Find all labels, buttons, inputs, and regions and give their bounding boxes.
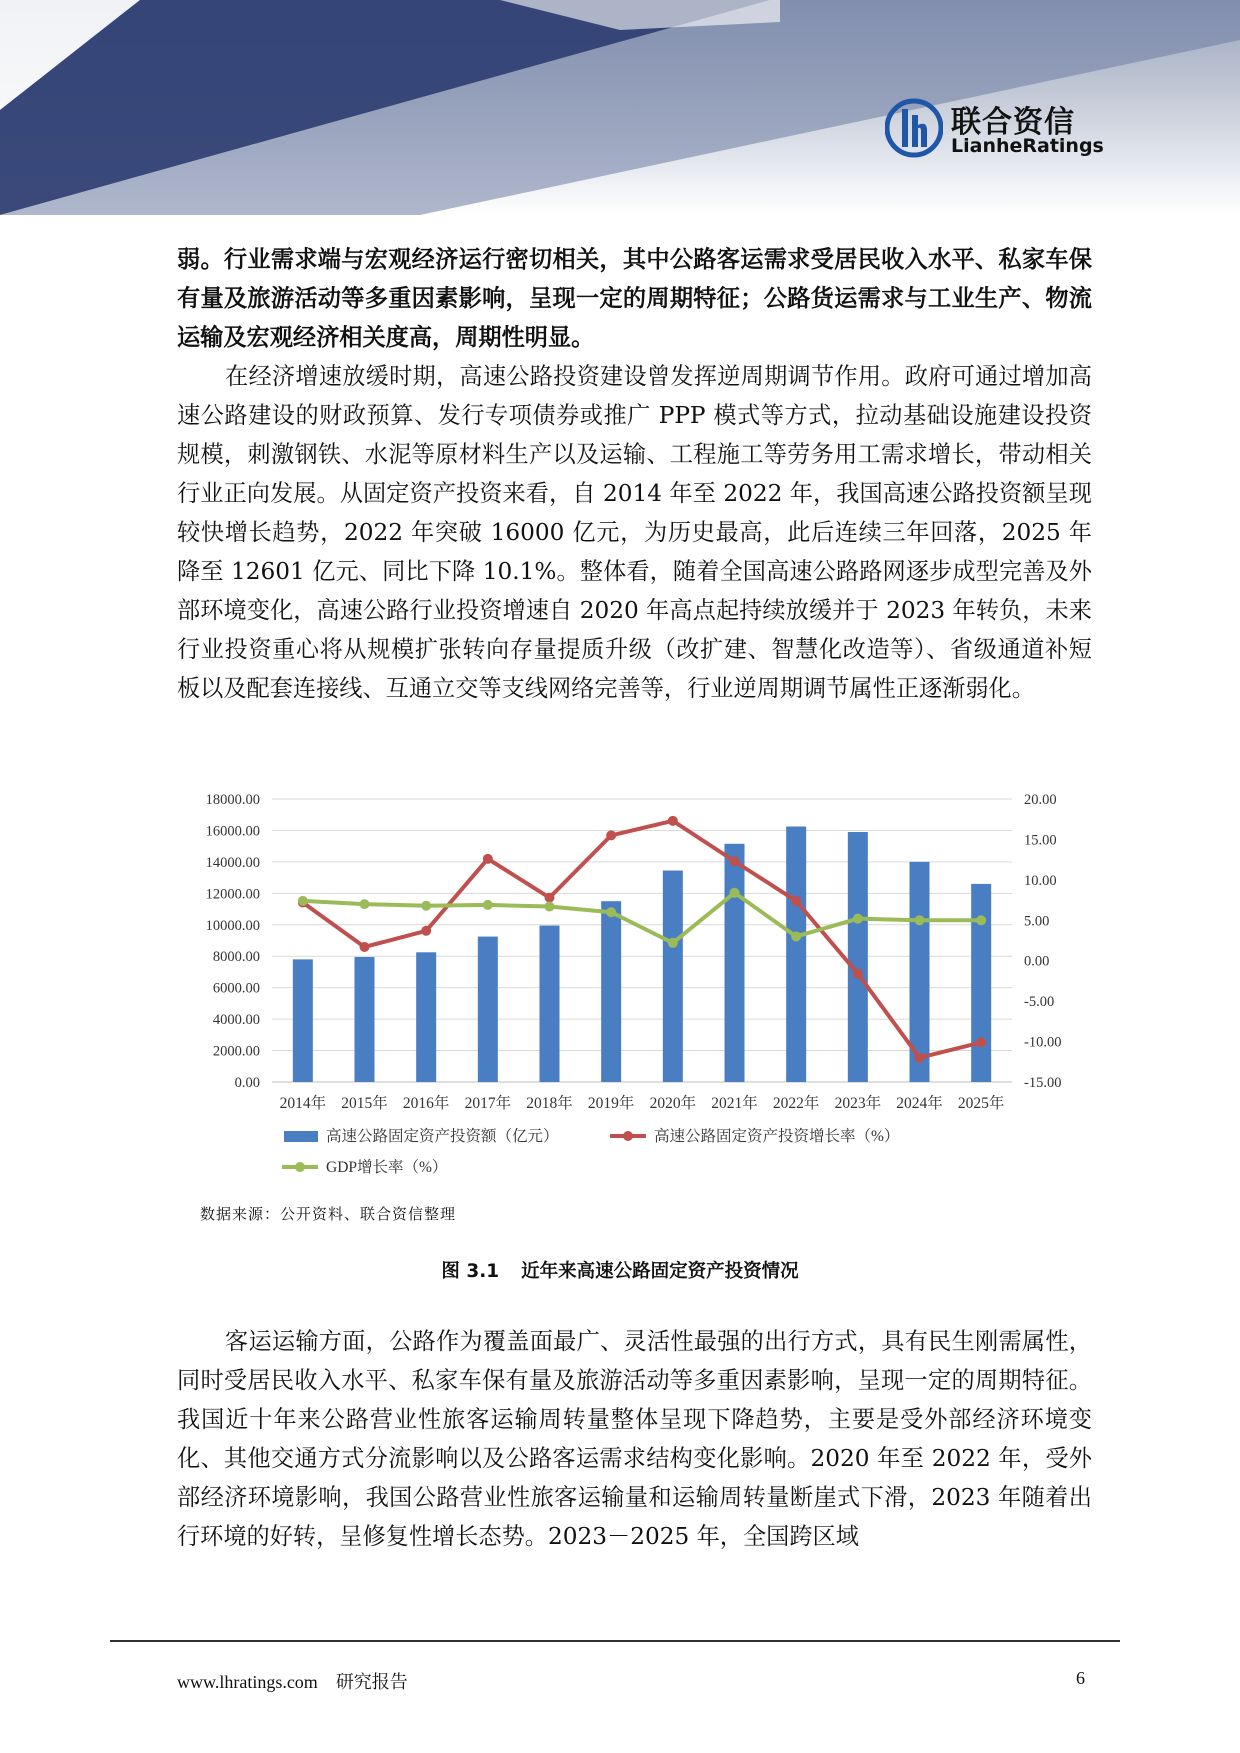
bar (293, 959, 313, 1082)
investment-growth-point (360, 942, 370, 952)
y-right-tick-label: 0.00 (1024, 953, 1050, 970)
gdp-growth-point (545, 902, 555, 912)
legend-swatch-marker (295, 1162, 305, 1172)
y-right-tick-label: -10.00 (1024, 1034, 1062, 1051)
x-tick-label: 2019年 (587, 1095, 635, 1112)
bar (355, 957, 375, 1082)
legend-swatch-marker (623, 1131, 633, 1141)
x-tick-label: 2016年 (402, 1095, 450, 1112)
bar (786, 827, 806, 1082)
gdp-growth-point (791, 931, 801, 941)
y-left-tick-label: 0.00 (234, 1075, 260, 1091)
y-left-tick-label: 4000.00 (212, 1012, 260, 1029)
y-right-tick-label: -15.00 (1024, 1075, 1062, 1091)
gdp-growth-point (421, 901, 431, 911)
x-tick-label: 2018年 (526, 1095, 573, 1112)
bar (971, 884, 991, 1082)
x-tick-label: 2025年 (957, 1095, 1005, 1112)
figure-caption (0, 1257, 1240, 1283)
y-left-tick-label: 10000.00 (205, 917, 260, 934)
investment-growth-point (483, 854, 493, 864)
footer-info (177, 1668, 408, 1694)
bar (848, 832, 868, 1082)
investment-growth-point (668, 816, 678, 826)
gdp-growth-point (298, 896, 308, 906)
chart-svg (177, 785, 1092, 1185)
investment-growth-line (303, 821, 981, 1058)
brand-name-cn: 联合资信 (951, 105, 1075, 140)
gdp-growth-point (976, 915, 986, 925)
y-left-tick-label: 6000.00 (212, 980, 260, 997)
y-left-tick-label: 14000.00 (205, 854, 260, 871)
paragraph-investment: 在经济增速放缓时期，高速公路投资建设曾发挥逆周期调节作用。政府可通过增加高速公路建设的财政预算、发行专项债券或推广 PPP 模式等方式，拉动基础设施建设投资规模，刺激钢铁、水泥等原材料生产以及运输、工程施工等劳务用工需求增长，带动相关行业正向发展。从固定资产投资来看，自 2014 年至 2022 年，我国高速公路投资额呈现较快增长趋势，2022 年突破 16000 亿元，为历史最高，此后连续三年回落，2025 年降至 12601 亿元、同比下降 10.1%。整体看，随着全国高速公路路网逐步成型完善及外部环境变化，高速公路行业投资增速自 2020 年高点起持续放缓并于 2023 年转负，未来行业投资重心将从规模扩张转向存量提质升级（改扩建、智慧化改造等）、省级通道补短板以及配套连接线、互通立交等支线网络完善等，行业逆周期调节属性正逐渐弱化。 (177, 363, 1092, 702)
paragraph-bold: 弱。行业需求端与宏观经济运行密切相关，其中公路客运需求受居民收入水平、私家车保有量及旅游活动等多重因素影响，呈现一定的周期特征；公路货运需求与工业生产、物流运输及宏观经济相关度高，周期性明显。 (177, 246, 1092, 351)
investment-growth-point (606, 830, 616, 840)
investment-chart (177, 785, 1092, 1185)
brand-name-en: LianheRatings (951, 135, 1104, 157)
bar (416, 952, 436, 1082)
gdp-growth-point (483, 900, 493, 910)
bar (725, 844, 745, 1082)
body-text-2 (177, 1322, 1092, 1556)
gdp-growth-point (668, 938, 678, 948)
investment-growth-point (730, 856, 740, 866)
gdp-growth-point (730, 888, 740, 898)
y-left-tick-label: 18000.00 (205, 792, 260, 808)
y-left-tick-label: 8000.00 (212, 949, 260, 966)
legend-label: 高速公路固定资产投资增长率（%） (654, 1128, 900, 1145)
y-left-tick-label: 12000.00 (205, 886, 260, 903)
bar (663, 871, 683, 1082)
investment-growth-point (791, 896, 801, 906)
investment-growth-point (545, 893, 555, 903)
x-tick-label: 2015年 (341, 1095, 388, 1112)
investment-growth-point (853, 969, 863, 979)
gdp-growth-point (606, 907, 616, 917)
y-right-tick-label: 10.00 (1024, 872, 1057, 889)
footer-divider (110, 1640, 1120, 1642)
body-text (177, 240, 1092, 708)
investment-growth-point (421, 926, 431, 936)
y-left-tick-label: 16000.00 (205, 823, 260, 840)
figure-source: 数据来源：公开资料、联合资信整理 (200, 1205, 457, 1223)
gdp-growth-point (853, 914, 863, 924)
x-tick-label: 2023年 (834, 1095, 882, 1112)
page-number: 6 (1076, 1668, 1085, 1688)
lianhe-logo-icon (885, 97, 943, 159)
investment-growth-point (976, 1037, 986, 1047)
y-left-tick-label: 2000.00 (212, 1043, 260, 1060)
figure-title: 近年来高速公路固定资产投资情况 (521, 1261, 799, 1282)
x-tick-label: 2021年 (711, 1095, 758, 1112)
x-tick-label: 2022年 (772, 1095, 820, 1112)
footer-report-type: 研究报告 (335, 1672, 408, 1692)
bar (601, 901, 621, 1082)
y-right-tick-label: 15.00 (1024, 832, 1057, 849)
gdp-growth-point (360, 899, 370, 909)
legend-swatch-bar (284, 1131, 318, 1142)
y-right-tick-label: 5.00 (1024, 913, 1050, 930)
paragraph-passenger: 客运运输方面，公路作为覆盖面最广、灵活性最强的出行方式，具有民生刚需属性，同时受居民收入水平、私家车保有量及旅游活动等多重因素影响，呈现一定的周期特征。我国近十年来公路营业性旅客运输周转量整体呈现下降趋势，主要是受外部经济环境变化、其他交通方式分流影响以及公路客运需求结构变化影响。2020 年至 2022 年，受外部经济环境影响，我国公路营业性旅客运输量和运输周转量断崖式下滑，2023 年随着出行环境的好转，呈修复性增长态势。2023－2025 年，全国跨区域 (177, 1328, 1092, 1550)
x-tick-label: 2014年 (279, 1095, 327, 1112)
legend-label: 高速公路固定资产投资额（亿元） (326, 1128, 559, 1145)
x-tick-label: 2017年 (464, 1095, 512, 1112)
legend-label: GDP增长率（%） (326, 1159, 448, 1176)
bar (478, 937, 498, 1082)
y-right-tick-label: 20.00 (1024, 792, 1057, 808)
x-tick-label: 2024年 (896, 1095, 943, 1112)
x-tick-label: 2020年 (649, 1095, 697, 1112)
bar (540, 926, 560, 1082)
company-logo (885, 95, 1105, 165)
gdp-growth-point (915, 915, 925, 925)
y-right-tick-label: -5.00 (1024, 994, 1055, 1011)
footer-site-link[interactable]: www.lhratings.com (177, 1672, 318, 1692)
investment-growth-point (915, 1053, 925, 1063)
figure-number: 图 3.1 (441, 1261, 500, 1282)
